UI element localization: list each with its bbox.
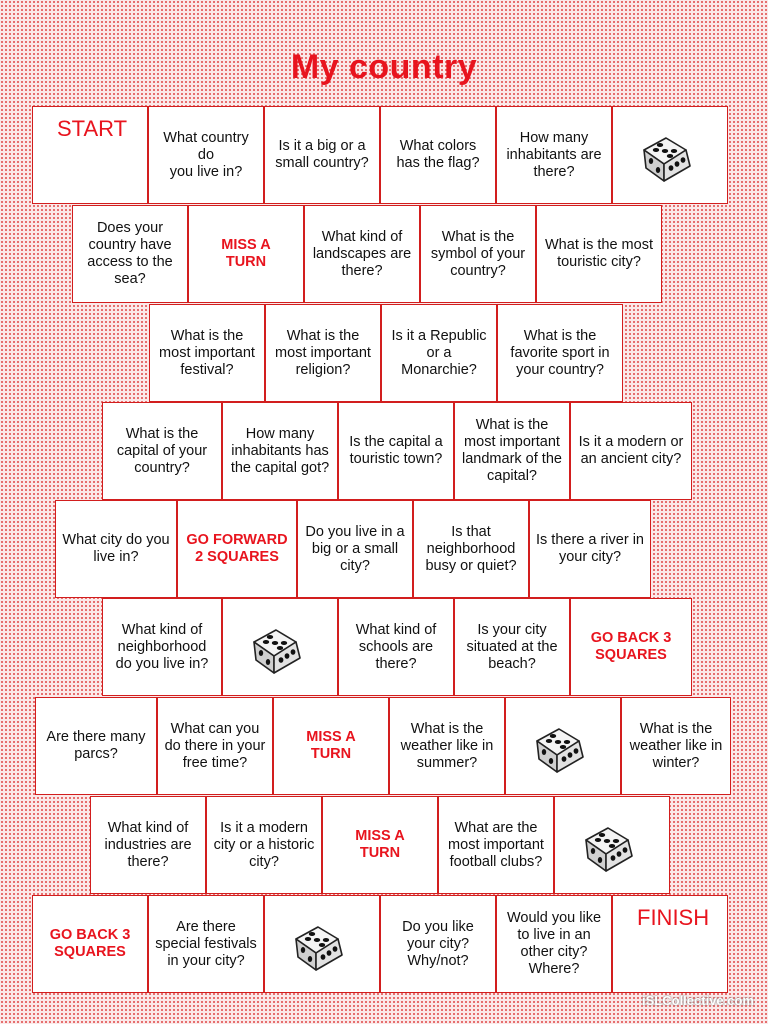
board-square-action bbox=[32, 895, 148, 993]
question-text: What is the weather like in summer? bbox=[400, 720, 494, 771]
dice-icon bbox=[248, 618, 312, 676]
question-text: Is it a Republic or a Monarchie? bbox=[391, 327, 487, 378]
question-text: Are there many parcs? bbox=[46, 729, 146, 762]
square-label: START bbox=[57, 116, 128, 141]
board-square-question bbox=[55, 500, 177, 598]
dice-icon bbox=[580, 816, 644, 874]
question-text: Is it a big or a small country? bbox=[275, 138, 369, 171]
board-square-question bbox=[304, 205, 420, 303]
action-text: GO BACK 3 SQUARES bbox=[49, 927, 131, 960]
question-text: What is the symbol of your country? bbox=[430, 228, 526, 279]
board-square-question bbox=[157, 697, 273, 795]
board-square-question bbox=[420, 205, 536, 303]
board-square-question bbox=[148, 895, 264, 993]
question-text: How many inhabitants are there? bbox=[506, 129, 602, 180]
board-square-question bbox=[413, 500, 529, 598]
board-square-question bbox=[570, 402, 692, 500]
board-square-question bbox=[264, 106, 380, 204]
question-text: Are there special festivals in your city? bbox=[155, 918, 257, 969]
dice-icon bbox=[638, 126, 702, 184]
question-text: Is it a modern city or a historic city? bbox=[213, 819, 315, 870]
board-square-dice bbox=[554, 796, 670, 894]
dice-icon bbox=[531, 717, 595, 775]
question-text: What colors has the flag? bbox=[396, 138, 480, 171]
question-text: Would you like to live in an other city?Where? bbox=[506, 910, 602, 977]
board-square-question bbox=[35, 697, 157, 795]
question-text: What is the capital of your country? bbox=[116, 425, 208, 476]
question-text: Is that neighborhood busy or quiet? bbox=[425, 523, 517, 574]
question-text: What kind of industries are there? bbox=[104, 819, 192, 870]
board-square-question bbox=[72, 205, 188, 303]
board-square-question bbox=[497, 304, 623, 402]
board-square-action bbox=[177, 500, 297, 598]
board-square-dice bbox=[264, 895, 380, 993]
question-text: Is it a modern or an ancient city? bbox=[578, 434, 684, 467]
board-square-question bbox=[454, 402, 570, 500]
question-text: Do you like your city? Why/not? bbox=[402, 918, 474, 969]
board-square-question bbox=[536, 205, 662, 303]
board-square-question bbox=[265, 304, 381, 402]
board-square-question bbox=[206, 796, 322, 894]
question-text: What kind of neighborhood do you live in? bbox=[115, 621, 209, 672]
board-square-dice bbox=[612, 106, 728, 204]
board-square-question bbox=[149, 304, 265, 402]
question-text: What are the most important football clubs? bbox=[448, 819, 544, 870]
board-square-question bbox=[621, 697, 731, 795]
board-square-dice bbox=[505, 697, 621, 795]
board-square-question bbox=[102, 402, 222, 500]
question-text: What is the weather like in winter? bbox=[629, 720, 723, 771]
question-text: What is the most important festival? bbox=[159, 327, 255, 378]
board-square-finish bbox=[612, 895, 728, 993]
question-text: Do you live in a big or a small city? bbox=[305, 523, 405, 574]
watermark: iSLCollective.com bbox=[642, 993, 754, 1008]
action-text: MISS A TURN bbox=[355, 828, 405, 861]
question-text: What kind of landscapes are there? bbox=[312, 228, 412, 279]
board-square-start bbox=[32, 106, 148, 204]
board-square-question bbox=[148, 106, 264, 204]
board-square-question bbox=[529, 500, 651, 598]
question-text: Is there a river in your city? bbox=[536, 532, 644, 565]
board-square-question bbox=[389, 697, 505, 795]
board-square-question bbox=[90, 796, 206, 894]
board-square-question bbox=[381, 304, 497, 402]
board-square-action bbox=[322, 796, 438, 894]
board-square-question bbox=[297, 500, 413, 598]
board-square-question bbox=[102, 598, 222, 696]
question-text: What is the most touristic city? bbox=[545, 237, 653, 270]
board-square-dice bbox=[222, 598, 338, 696]
board-square-question bbox=[380, 106, 496, 204]
board-square-question bbox=[380, 895, 496, 993]
question-text: What is the most important landmark of the capital? bbox=[462, 417, 562, 484]
action-text: GO BACK 3 SQUARES bbox=[590, 630, 672, 663]
action-text: GO FORWARD 2 SQUARES bbox=[186, 532, 288, 565]
board-square-action bbox=[570, 598, 692, 696]
page-title: My country bbox=[290, 48, 478, 86]
question-text: Is the capital a touristic town? bbox=[349, 434, 443, 467]
board-square-question bbox=[338, 598, 454, 696]
question-text: What city do you live in? bbox=[62, 532, 170, 565]
question-text: What country do you live in? bbox=[163, 129, 249, 180]
board-square-question bbox=[454, 598, 570, 696]
action-text: MISS A TURN bbox=[306, 729, 356, 762]
action-text: MISS A TURN bbox=[221, 237, 271, 270]
question-text: What is the most important religion? bbox=[275, 327, 371, 378]
board-square-action bbox=[188, 205, 304, 303]
board-square-question bbox=[496, 106, 612, 204]
board-square-question bbox=[496, 895, 612, 993]
question-text: What is the favorite sport in your country? bbox=[510, 327, 610, 378]
question-text: Is your city situated at the beach? bbox=[466, 621, 558, 672]
board-square-question bbox=[222, 402, 338, 500]
board-square-action bbox=[273, 697, 389, 795]
question-text: Does your country have access to the sea? bbox=[87, 220, 173, 287]
question-text: What kind of schools are there? bbox=[355, 621, 437, 672]
question-text: What can you do there in your free time? bbox=[164, 720, 266, 771]
board-square-question bbox=[338, 402, 454, 500]
square-label: FINISH bbox=[637, 905, 710, 930]
dice-icon bbox=[290, 915, 354, 973]
question-text: How many inhabitants has the capital got? bbox=[230, 425, 330, 476]
board-square-question bbox=[438, 796, 554, 894]
